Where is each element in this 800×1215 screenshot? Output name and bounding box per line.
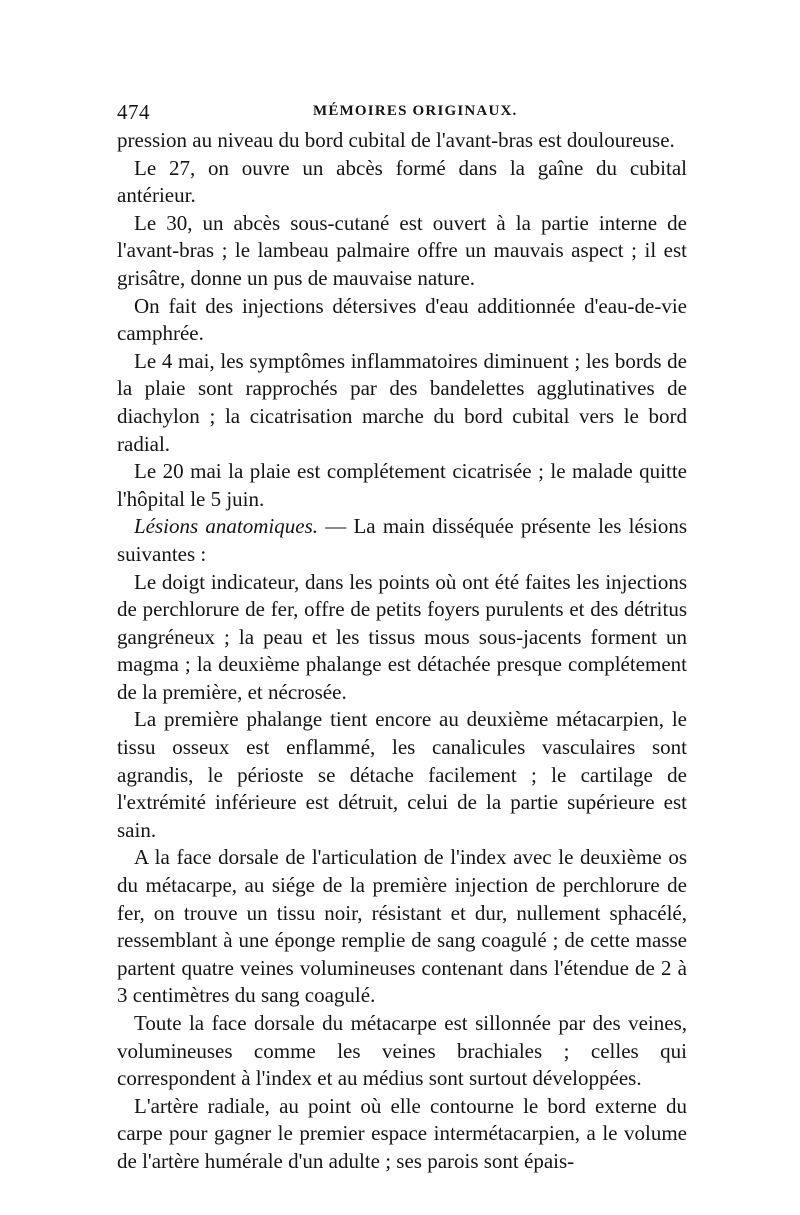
body-text (117, 127, 687, 1176)
paragraph: Le 4 mai, les symptômes inflammatoires diminuent ; les bords de la plaie sont rapprochés par des bandelettes agglutinatives de diachylon ; la cicatrisation marche du bord cubital vers le bord radial. (117, 348, 687, 456)
paragraph: Le 20 mai la plaie est complétement cicatrisée ; le malade quitte l'hôpital le 5 juin. (117, 459, 687, 511)
paragraph: On fait des injections détersives d'eau additionnée d'eau-de-vie camphrée. (117, 293, 687, 346)
paragraph: Toute la face dorsale du métacarpe est sillonnée par des veines, volumineuses comme les veines brachiales ; celles qui correspondent à l'index et au médius sont surtout développées. (117, 1011, 687, 1091)
paragraph: Le doigt indicateur, dans les points où ont été faites les injections de perchlorure de fer, offre de petits foyers purulents et des détritus gangréneux ; la peau et les tissus mous sous-jacents forment un magma ; la deuxième phalange est détachée presque complétement de la première, et nécrosée. (117, 569, 687, 704)
paragraph: pression au niveau du bord cubital de l'avant-bras est douloureuse. (117, 128, 675, 152)
paragraph: Le 27, on ouvre un abcès formé dans la gaîne du cubital antérieur. (117, 155, 687, 208)
running-head: MÉMOIRES ORIGINAUX. (313, 103, 518, 119)
section-heading-paragraph: Lésions anatomiques. — La main disséquée présente les lésions suivantes : (117, 514, 688, 566)
paragraph: L'artère radiale, au point où elle contourne le bord externe du carpe pour gagner le premier espace intermétacarpien, a le volume de l'artère humérale d'un adulte ; ses parois sont épais- (117, 1093, 687, 1173)
page-header (117, 100, 687, 126)
paragraph: Le 30, un abcès sous-cutané est ouvert à la partie interne de l'avant-bras ; le lambeau palmaire offre un mauvais aspect ; il est grisâtre, donne un pus de mauvaise nature. (117, 210, 687, 290)
paragraph: La première phalange tient encore au deuxième métacarpien, le tissu osseux est enflammé, les canalicules vasculaires sont agrandis, le périoste se détache facilement ; le cartilage de l'extrémité inférieure est détruit, celui de la partie supérieure est sain. (117, 707, 687, 842)
paragraph: A la face dorsale de l'articulation de l'index avec le deuxième os du métacarpe, au siége de la première injection de perchlorure de fer, on trouve un tissu noir, résistant et dur, nullement sphacélé, ressemblant à une éponge remplie de sang coagulé ; de cette masse partent quatre veines volumineuses contenant dans l'étendue de 2 à 3 centimètres du sang coagulé. (117, 845, 687, 1008)
section-heading: Lésions anatomiques. (134, 514, 318, 539)
page-number: 474 (117, 100, 150, 124)
